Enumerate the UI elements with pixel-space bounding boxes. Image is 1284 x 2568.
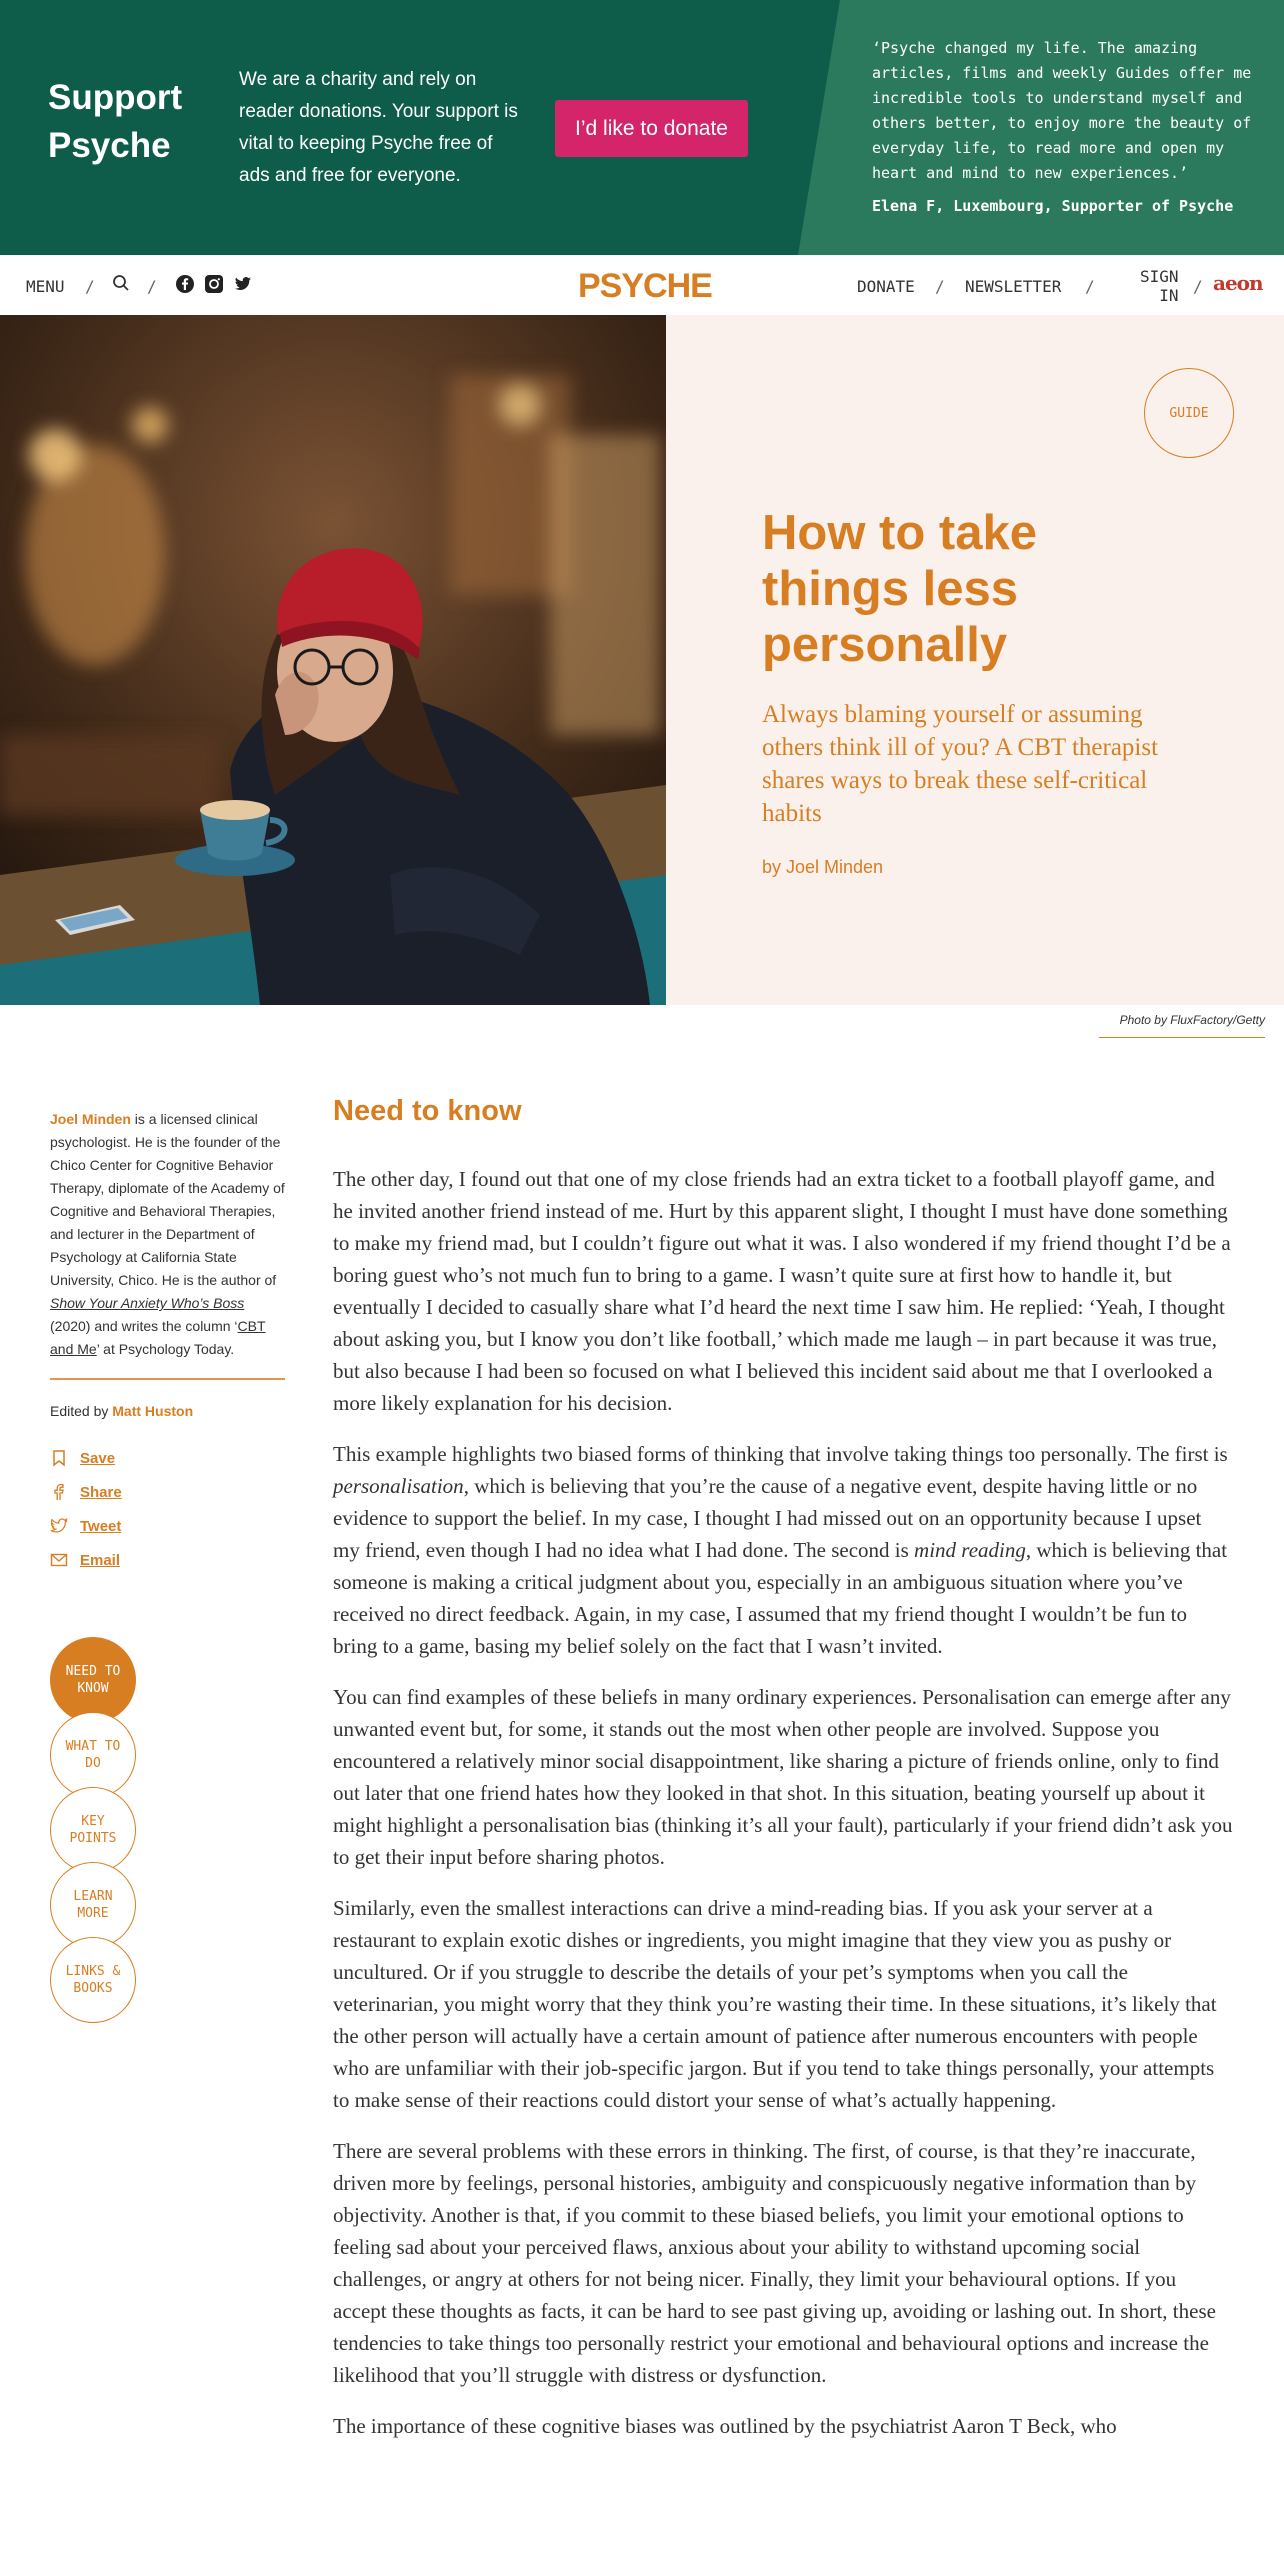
article-paragraph: Similarly, even the smallest interactions can drive a mind-reading bias. If you ask your server at a restaurant to explain exotic dishes or ingredients, you might imagine that they view you as pushy or uncultured. Or if you struggle to describe the details of your pet’s symptoms when you call the veterinarian, you might worry that they think you’re wasting their time. In these situations, it’s likely that the other person will actually have a certain amount of patience after numerous encounters with people who are unfamiliar with their job-specific jargon. But if you tend to take things personally, your attempts to make sense of their reactions could distort your sense of what’s actually happening.	[333, 1896, 1217, 2112]
article-body	[333, 1095, 1233, 2461]
donate-link[interactable]: DONATE	[857, 277, 915, 296]
email-icon	[50, 1551, 68, 1569]
top-nav	[0, 255, 1284, 315]
section-nav	[50, 1637, 136, 2012]
nav-separator: /	[1193, 277, 1203, 296]
nav-separator: /	[147, 277, 157, 296]
toc-learn-more[interactable]: LEARN MORE	[50, 1862, 136, 1948]
nav-separator: /	[935, 277, 945, 296]
supporter-quote: ‘Psyche changed my life. The amazing articles, films and weekly Guides offer me incredible tools to understand myself and others better, to enjoy more the beauty of everyday life, to read more and open my heart and mind to new experiences.’	[872, 39, 1252, 182]
banner-description: We are a charity and rely on reader donations. Your support is vital to keeping Psyche free of ads and free for everyone.	[239, 69, 518, 186]
toc-key-points[interactable]: KEY POINTS	[50, 1787, 136, 1873]
author-link[interactable]: Joel Minden	[50, 1111, 131, 1127]
donate-button[interactable]: I’d like to donate	[555, 100, 748, 157]
sidebar-divider	[50, 1378, 285, 1380]
newsletter-link[interactable]: NEWSLETTER	[965, 277, 1062, 296]
toc-need-to-know[interactable]: NEED TO KNOW	[50, 1637, 136, 1723]
share-actions	[50, 1441, 285, 1577]
save-button[interactable]: Save	[50, 1441, 285, 1475]
supporter-attribution: Elena F, Luxembourg, Supporter of Psyche	[872, 197, 1234, 215]
banner-title: Support Psyche	[48, 78, 183, 165]
tweet-button[interactable]: Tweet	[50, 1509, 285, 1543]
section-heading-need-to-know: Need to know	[333, 1095, 522, 1127]
aeon-logo[interactable]: aeon	[1213, 271, 1263, 295]
article-paragraph: The other day, I found out that one of my close friends had an extra ticket to a football playoff game, and he invited another friend instead of me. Hurt by this apparent slight, I thought I must have done something to make my friend mad, but I couldn’t figure out what it was. I also wondered if my friend thought I’d be a boring guest who’s not much fun to bring to a game. I wasn’t quite sure at first how to handle it, but eventually I decided to casually share what I’d heard the next time I saw him. He replied: ‘Yeah, I thought about asking you, but I know you don’t like football,’ which made me laugh – in part because it was true, but also because I had been so focused on what I believed this incident said about me that I overlooked a more likely explanation for his decision.	[333, 1167, 1231, 1415]
facebook-icon	[50, 1483, 68, 1501]
email-button[interactable]: Email	[50, 1543, 285, 1577]
column-link[interactable]: CBT and Me	[50, 1318, 266, 1357]
article-paragraph: The importance of these cognitive biases was outlined by the psychiatrist Aaron T Beck, who	[333, 2414, 1117, 2438]
donation-banner	[0, 0, 1284, 255]
instagram-icon[interactable]	[205, 275, 223, 297]
hero-panel	[666, 315, 1284, 1005]
facebook-icon[interactable]	[176, 275, 194, 297]
search-icon[interactable]	[112, 274, 130, 296]
share-button[interactable]: Share	[50, 1475, 285, 1509]
psyche-logo[interactable]: PSYCHE	[578, 267, 712, 305]
photo-credit: Photo by FluxFactory/Getty	[1099, 1013, 1265, 1038]
sign-in-link[interactable]: SIGN IN	[1140, 267, 1179, 305]
article-paragraph: There are several problems with these errors in thinking. The first, of course, is that they’re inaccurate, driven more by feelings, personal histories, ambiguity and conspicuously negative information than by objectivity. Another is that, if you commit to these biased beliefs, you limit your emotional options to feeling sad about your perceived flaws, anxious about your ability to withstand upcoming social challenges, or angry at others for not being nicer. Finally, they limit your behavioural options. If you accept these thoughts as facts, it can be hard to see past giving up, avoiding or lashing out. In short, these tendencies to take things too personally restrict your emotional and behavioural options and increase the likelihood that you’ll struggle with distress or dysfunction.	[333, 2139, 1216, 2387]
guide-badge[interactable]: GUIDE	[1144, 368, 1234, 458]
menu-button[interactable]: MENU	[26, 277, 65, 296]
article-subtitle: Always blaming yourself or assuming others think ill of you? A CBT therapist shares ways to break these self-critical habits	[762, 701, 1159, 827]
editor-link[interactable]: Matt Huston	[112, 1403, 194, 1419]
article-paragraph: This example highlights two biased forms of thinking that involve taking things too personally. The first is personalisation, which is believing that you’re the cause of a negative event, despite having little or no evidence to support the belief. In my case, I thought I had missed out on an opportunity because I upset my friend, even though I had no idea what I had done. The second is mind reading, which is believing that someone is making a critical judgment about you, especially in an ambiguous situation where you’ve received no direct feedback. Again, in my case, I assumed that my friend thought I wouldn’t be fun to bring to a game, basing my belief solely on the fact that I wasn’t invited.	[333, 1442, 1228, 1658]
twitter-icon[interactable]	[234, 275, 252, 297]
toc-what-to-do[interactable]: WHAT TO DO	[50, 1712, 136, 1798]
article-title: How to take things less personally	[762, 506, 1037, 672]
nav-separator: /	[85, 277, 95, 296]
book-link[interactable]: Show Your Anxiety Who’s Boss	[50, 1295, 245, 1311]
hero-photo	[0, 315, 666, 1005]
article-paragraph: You can find examples of these beliefs in many ordinary experiences. Personalisation can emerge after any unwanted event but, for some, it stands out the most when other people are involved. Suppose you encountered a relatively minor social disappointment, like sharing a picture of friends online, only to find out later that one friend hates how they looked in that shot. In this situation, beating yourself up about it might highlight a personalisation bias (thinking it’s all your fault), particularly if your friend didn’t ask you to get their input before sharing photos.	[333, 1685, 1233, 1869]
toc-links-books[interactable]: LINKS & BOOKS	[50, 1937, 136, 2023]
author-bio: Joel Minden is a licensed clinical psychologist. He is the founder of the Chico Center for Cognitive Behavior Therapy, diplomate of the Academy of Cognitive and Behavioral Therapies, and lecturer in the Department of Psychology at California State University, Chico. He is the author of Show Your Anxiety Who’s Boss (2020) and writes the column ‘CBT and Me’ at Psychology Today.	[50, 1111, 285, 1357]
twitter-icon	[50, 1517, 68, 1535]
edited-by: Edited by Matt Huston	[50, 1403, 194, 1419]
bookmark-icon	[50, 1449, 68, 1467]
author-sidebar	[50, 1108, 285, 1577]
byline[interactable]: by Joel Minden	[762, 857, 884, 877]
nav-separator: /	[1085, 277, 1095, 296]
